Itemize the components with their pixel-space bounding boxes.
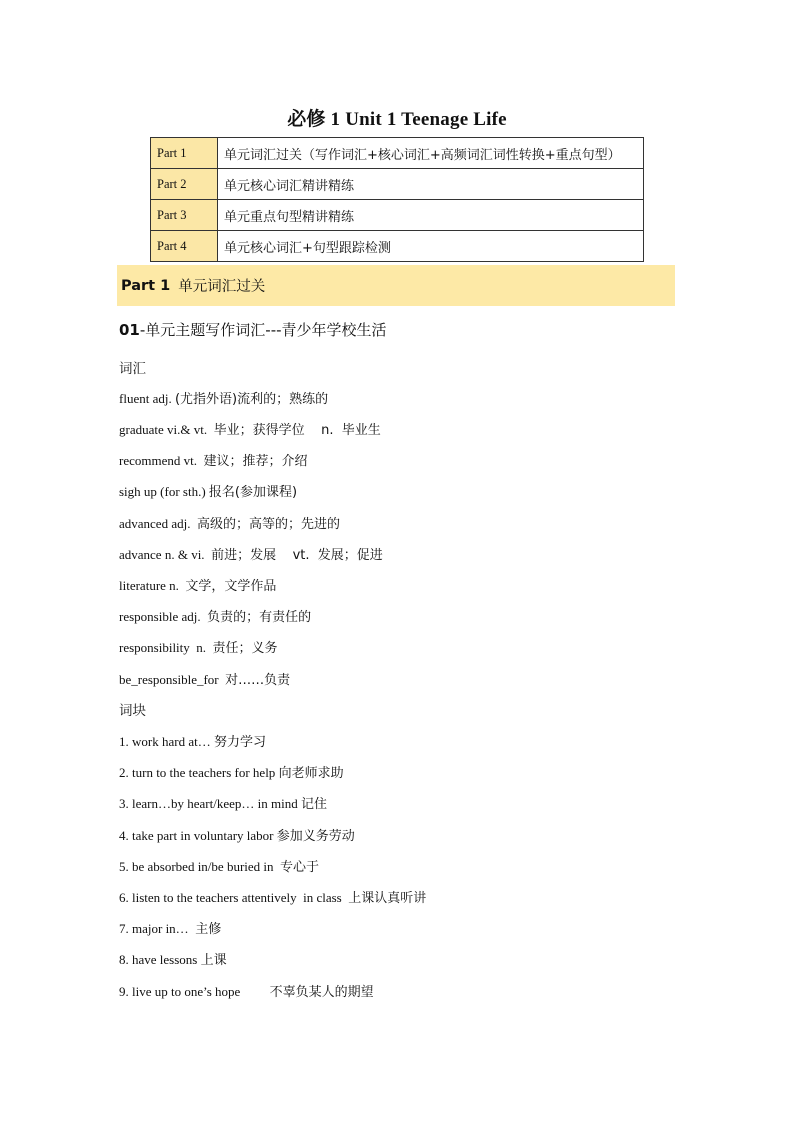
vocab-item bbox=[119, 606, 311, 625]
chunk-item bbox=[119, 825, 355, 844]
vocab-word: fluent adj. bbox=[119, 391, 175, 406]
chunk-meaning: 记住 bbox=[300, 797, 327, 812]
chunk-meaning: 向老师求助 bbox=[278, 766, 344, 781]
vocab-meaning: 对……负责 bbox=[225, 673, 291, 688]
chunk-phrase: 3. learn…by heart/keep… in mind bbox=[119, 796, 301, 811]
chunk-item bbox=[119, 918, 221, 937]
chunk-phrase: 7. major in… bbox=[119, 921, 196, 936]
section-heading bbox=[117, 265, 675, 306]
toc-row bbox=[151, 138, 644, 169]
chunk-phrase: 2. turn to the teachers for help bbox=[119, 765, 279, 780]
chunk-meaning: 专心于 bbox=[280, 860, 320, 875]
chunk-item bbox=[119, 731, 266, 750]
toc-desc: 单元核心词汇+句型跟踪检测 bbox=[218, 231, 644, 262]
toc-part: Part 3 bbox=[151, 200, 218, 231]
toc-desc: 单元重点句型精讲精练 bbox=[218, 200, 644, 231]
toc-desc: 单元词汇过关（写作词汇+核心词汇+高频词汇词性转换+重点句型） bbox=[218, 138, 644, 169]
vocab-meaning: 毕业；获得学位 n. 毕业生 bbox=[213, 423, 381, 438]
section-part: Part 1 bbox=[121, 277, 171, 294]
chunk-item bbox=[119, 762, 344, 781]
toc-desc: 单元核心词汇精讲精练 bbox=[218, 169, 644, 200]
chunk-phrase: 5. be absorbed in/be buried in bbox=[119, 859, 281, 874]
toc-part: Part 1 bbox=[151, 138, 218, 169]
vocab-meaning: 高级的；高等的；先进的 bbox=[196, 517, 340, 532]
vocab-word: recommend vt. bbox=[119, 453, 204, 468]
subheading-text: -单元主题写作词汇---青少年学校生活 bbox=[139, 321, 387, 339]
chunk-meaning: 主修 bbox=[195, 922, 222, 937]
vocab-word: graduate vi.& vt. bbox=[119, 422, 214, 437]
chunk-phrase: 9. live up to one’s hope bbox=[119, 984, 270, 999]
chunk-item bbox=[119, 949, 227, 968]
section-label: 单元词汇过关 bbox=[178, 279, 266, 295]
toc-row bbox=[151, 231, 644, 262]
vocab-meaning: 报名(参加课程) bbox=[208, 485, 298, 500]
vocab-word: advanced adj. bbox=[119, 516, 197, 531]
chunk-meaning: 努力学习 bbox=[213, 735, 266, 750]
vocab-meaning: 前进；发展 vt. 发展；促进 bbox=[211, 548, 383, 563]
chunk-phrase: 1. work hard at… bbox=[119, 734, 214, 749]
chunk-item bbox=[119, 981, 374, 1000]
vocab-item bbox=[119, 669, 290, 688]
vocab-item bbox=[119, 575, 276, 594]
toc-part: Part 2 bbox=[151, 169, 218, 200]
vocab-word: sigh up (for sth.) bbox=[119, 484, 209, 499]
subheading-number: 01 bbox=[119, 321, 140, 339]
chunk-meaning: 上课认真听讲 bbox=[348, 891, 427, 906]
chunk-item bbox=[119, 856, 319, 875]
vocab-item bbox=[119, 419, 381, 438]
vocab-meaning: 建议；推荐；介绍 bbox=[203, 454, 308, 469]
chunk-meaning: 参加义务劳动 bbox=[276, 829, 355, 844]
vocab-item bbox=[119, 544, 383, 563]
subheading bbox=[119, 319, 387, 340]
vocab-meaning: 文学，文学作品 bbox=[185, 579, 277, 594]
vocab-item bbox=[119, 388, 328, 407]
toc-part: Part 4 bbox=[151, 231, 218, 262]
vocab-word: responsibility n. bbox=[119, 640, 213, 655]
vocab-word: responsible adj. bbox=[119, 609, 208, 624]
chunk-meaning: 上课 bbox=[200, 953, 227, 968]
page-title: 必修 1 Unit 1 Teenage Life bbox=[287, 109, 507, 130]
chunk-label: 词块 bbox=[119, 703, 146, 719]
vocab-item bbox=[119, 450, 308, 469]
vocab-word: advance n. & vi. bbox=[119, 547, 212, 562]
vocab-meaning: 责任；义务 bbox=[212, 641, 278, 656]
vocab-word: literature n. bbox=[119, 578, 186, 593]
vocab-word: be_responsible_for bbox=[119, 672, 226, 687]
vocab-item bbox=[119, 513, 340, 532]
chunk-phrase: 8. have lessons bbox=[119, 952, 201, 967]
vocab-item bbox=[119, 637, 278, 656]
toc-row bbox=[151, 169, 644, 200]
table-of-contents bbox=[150, 137, 644, 262]
chunk-meaning: 不辜负某人的期望 bbox=[269, 985, 374, 1000]
vocab-meaning: (尤指外语)流利的；熟练的 bbox=[174, 392, 329, 407]
chunk-phrase: 4. take part in voluntary labor bbox=[119, 828, 277, 843]
chunk-item bbox=[119, 887, 426, 906]
vocab-label: 词汇 bbox=[119, 361, 146, 377]
toc-row bbox=[151, 200, 644, 231]
vocab-meaning: 负责的；有责任的 bbox=[207, 610, 312, 625]
chunk-phrase: 6. listen to the teachers attentively in class bbox=[119, 890, 349, 905]
chunk-item bbox=[119, 793, 327, 812]
vocab-item bbox=[119, 481, 297, 500]
